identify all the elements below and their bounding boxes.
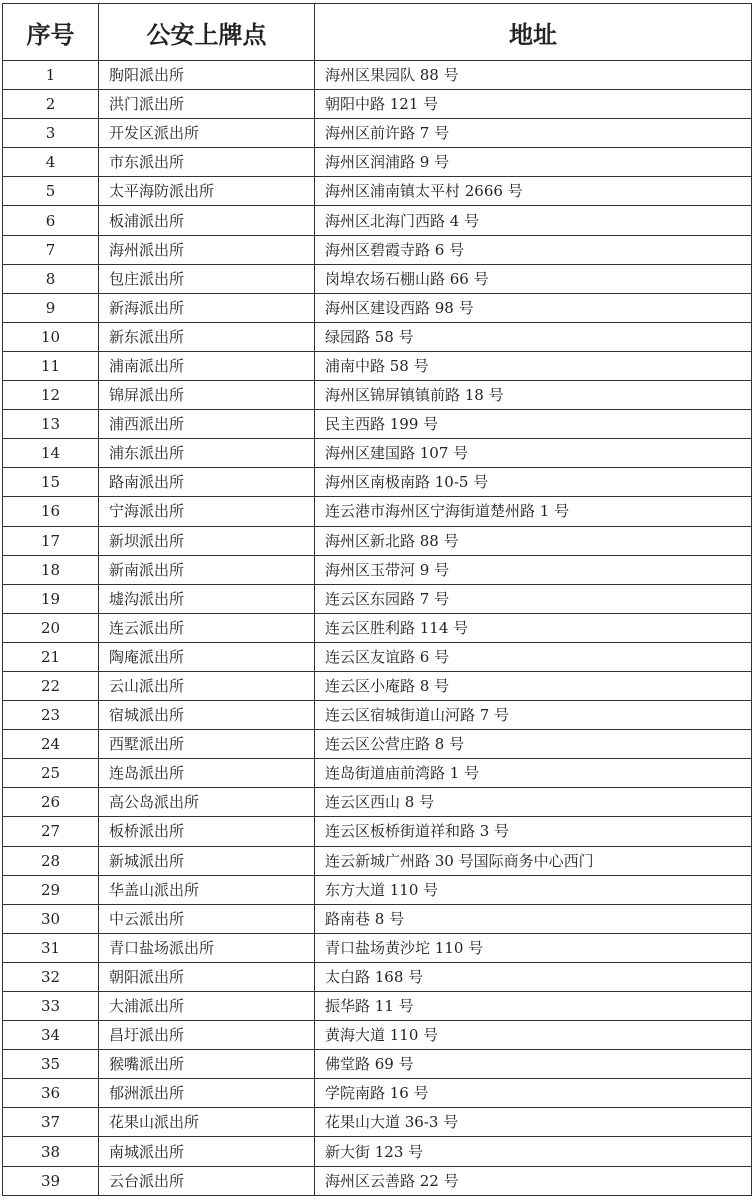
station-name: 云山派出所 <box>99 671 315 700</box>
station-name: 朐阳派出所 <box>99 61 315 90</box>
table-row <box>3 1108 752 1137</box>
table-row <box>3 1050 752 1079</box>
station-address: 海州区云善路 22 号 <box>315 1166 752 1195</box>
row-index: 19 <box>3 584 99 613</box>
row-index: 27 <box>3 817 99 846</box>
row-index: 16 <box>3 497 99 526</box>
station-address: 连云区西山 8 号 <box>315 788 752 817</box>
station-name: 华盖山派出所 <box>99 875 315 904</box>
station-name: 陶庵派出所 <box>99 642 315 671</box>
station-name: 洪门派出所 <box>99 90 315 119</box>
row-index: 37 <box>3 1108 99 1137</box>
table-row <box>3 846 752 875</box>
table-row <box>3 206 752 235</box>
row-index: 39 <box>3 1166 99 1195</box>
station-name: 青口盐场派出所 <box>99 933 315 962</box>
table-row <box>3 1137 752 1166</box>
row-index: 20 <box>3 613 99 642</box>
row-index: 29 <box>3 875 99 904</box>
station-address: 浦南中路 58 号 <box>315 351 752 380</box>
table-row <box>3 526 752 555</box>
station-name: 大浦派出所 <box>99 992 315 1021</box>
table-row <box>3 1021 752 1050</box>
station-name: 墟沟派出所 <box>99 584 315 613</box>
row-index: 17 <box>3 526 99 555</box>
row-index: 8 <box>3 264 99 293</box>
station-address: 花果山大道 36-3 号 <box>315 1108 752 1137</box>
station-name: 连岛派出所 <box>99 759 315 788</box>
row-index: 12 <box>3 381 99 410</box>
table-row <box>3 584 752 613</box>
row-index: 7 <box>3 235 99 264</box>
station-address: 岗埠农场石棚山路 66 号 <box>315 264 752 293</box>
station-name: 宿城派出所 <box>99 701 315 730</box>
station-name: 新海派出所 <box>99 293 315 322</box>
station-address: 连云新城广州路 30 号国际商务中心西门 <box>315 846 752 875</box>
station-name: 高公岛派出所 <box>99 788 315 817</box>
station-address: 连云区友谊路 6 号 <box>315 642 752 671</box>
table-row <box>3 933 752 962</box>
station-address: 海州区北海门西路 4 号 <box>315 206 752 235</box>
station-name: 南城派出所 <box>99 1137 315 1166</box>
station-address: 海州区玉带河 9 号 <box>315 555 752 584</box>
station-name: 花果山派出所 <box>99 1108 315 1137</box>
row-index: 1 <box>3 61 99 90</box>
station-address: 路南巷 8 号 <box>315 904 752 933</box>
row-index: 2 <box>3 90 99 119</box>
row-index: 13 <box>3 410 99 439</box>
row-index: 26 <box>3 788 99 817</box>
row-index: 21 <box>3 642 99 671</box>
station-address: 连云区公营庄路 8 号 <box>315 730 752 759</box>
station-address: 海州区建设西路 98 号 <box>315 293 752 322</box>
station-name: 西墅派出所 <box>99 730 315 759</box>
table-row <box>3 148 752 177</box>
station-name: 开发区派出所 <box>99 119 315 148</box>
table-row <box>3 410 752 439</box>
station-address: 新大街 123 号 <box>315 1137 752 1166</box>
station-name: 浦东派出所 <box>99 439 315 468</box>
station-name: 海州派出所 <box>99 235 315 264</box>
station-name: 郁洲派出所 <box>99 1079 315 1108</box>
station-name: 新南派出所 <box>99 555 315 584</box>
table-row <box>3 235 752 264</box>
station-name: 新东派出所 <box>99 322 315 351</box>
station-address: 连云区小庵路 8 号 <box>315 671 752 700</box>
table-row <box>3 293 752 322</box>
table-row <box>3 962 752 991</box>
table-row <box>3 119 752 148</box>
row-index: 28 <box>3 846 99 875</box>
table-row <box>3 90 752 119</box>
table-row <box>3 875 752 904</box>
table-row <box>3 264 752 293</box>
row-index: 14 <box>3 439 99 468</box>
police-registration-table <box>2 3 752 1196</box>
table-row <box>3 177 752 206</box>
row-index: 38 <box>3 1137 99 1166</box>
header-index: 序号 <box>3 4 99 61</box>
station-address: 连云区板桥街道祥和路 3 号 <box>315 817 752 846</box>
row-index: 25 <box>3 759 99 788</box>
station-address: 青口盐场黄沙坨 110 号 <box>315 933 752 962</box>
station-address: 民主西路 199 号 <box>315 410 752 439</box>
table-row <box>3 759 752 788</box>
station-name: 市东派出所 <box>99 148 315 177</box>
station-name: 板桥派出所 <box>99 817 315 846</box>
station-name: 锦屏派出所 <box>99 381 315 410</box>
station-name: 连云派出所 <box>99 613 315 642</box>
row-index: 23 <box>3 701 99 730</box>
table-row <box>3 730 752 759</box>
table-row <box>3 439 752 468</box>
row-index: 35 <box>3 1050 99 1079</box>
row-index: 3 <box>3 119 99 148</box>
station-name: 太平海防派出所 <box>99 177 315 206</box>
station-address: 海州区碧霞寺路 6 号 <box>315 235 752 264</box>
station-address: 黄海大道 110 号 <box>315 1021 752 1050</box>
row-index: 31 <box>3 933 99 962</box>
station-name: 浦南派出所 <box>99 351 315 380</box>
row-index: 22 <box>3 671 99 700</box>
station-name: 中云派出所 <box>99 904 315 933</box>
header-row <box>3 4 752 61</box>
station-address: 连云区胜利路 114 号 <box>315 613 752 642</box>
row-index: 24 <box>3 730 99 759</box>
station-address: 连云区宿城街道山河路 7 号 <box>315 701 752 730</box>
table-row <box>3 555 752 584</box>
station-address: 学院南路 16 号 <box>315 1079 752 1108</box>
station-address: 海州区润浦路 9 号 <box>315 148 752 177</box>
document-page <box>2 3 751 1196</box>
station-address: 振华路 11 号 <box>315 992 752 1021</box>
row-index: 30 <box>3 904 99 933</box>
station-address: 佛堂路 69 号 <box>315 1050 752 1079</box>
table-row <box>3 701 752 730</box>
table-row <box>3 61 752 90</box>
station-address: 绿园路 58 号 <box>315 322 752 351</box>
table-row <box>3 788 752 817</box>
station-name: 板浦派出所 <box>99 206 315 235</box>
table-row <box>3 322 752 351</box>
row-index: 9 <box>3 293 99 322</box>
row-index: 18 <box>3 555 99 584</box>
header-station: 公安上牌点 <box>99 4 315 61</box>
row-index: 11 <box>3 351 99 380</box>
row-index: 6 <box>3 206 99 235</box>
table-row <box>3 817 752 846</box>
station-address: 东方大道 110 号 <box>315 875 752 904</box>
station-address: 太白路 168 号 <box>315 962 752 991</box>
table-row <box>3 351 752 380</box>
station-address: 海州区建国路 107 号 <box>315 439 752 468</box>
table-row <box>3 468 752 497</box>
station-name: 朝阳派出所 <box>99 962 315 991</box>
table-row <box>3 671 752 700</box>
table-row <box>3 904 752 933</box>
row-index: 34 <box>3 1021 99 1050</box>
row-index: 5 <box>3 177 99 206</box>
row-index: 32 <box>3 962 99 991</box>
table-row <box>3 642 752 671</box>
station-address: 海州区果园队 88 号 <box>315 61 752 90</box>
table-row <box>3 381 752 410</box>
row-index: 10 <box>3 322 99 351</box>
table-row <box>3 1079 752 1108</box>
station-address: 连云港市海州区宁海街道楚州路 1 号 <box>315 497 752 526</box>
table-row <box>3 1166 752 1195</box>
row-index: 4 <box>3 148 99 177</box>
table-row <box>3 497 752 526</box>
header-address: 地址 <box>315 4 752 61</box>
row-index: 36 <box>3 1079 99 1108</box>
row-index: 15 <box>3 468 99 497</box>
station-address: 海州区浦南镇太平村 2666 号 <box>315 177 752 206</box>
station-name: 包庄派出所 <box>99 264 315 293</box>
station-address: 海州区南极南路 10-5 号 <box>315 468 752 497</box>
station-name: 新城派出所 <box>99 846 315 875</box>
station-address: 连岛街道庙前湾路 1 号 <box>315 759 752 788</box>
station-name: 浦西派出所 <box>99 410 315 439</box>
station-address: 海州区新北路 88 号 <box>315 526 752 555</box>
station-name: 宁海派出所 <box>99 497 315 526</box>
station-name: 昌圩派出所 <box>99 1021 315 1050</box>
station-address: 朝阳中路 121 号 <box>315 90 752 119</box>
station-name: 猴嘴派出所 <box>99 1050 315 1079</box>
station-name: 新坝派出所 <box>99 526 315 555</box>
station-address: 连云区东园路 7 号 <box>315 584 752 613</box>
station-name: 路南派出所 <box>99 468 315 497</box>
station-address: 海州区前许路 7 号 <box>315 119 752 148</box>
station-address: 海州区锦屏镇镇前路 18 号 <box>315 381 752 410</box>
table-body <box>3 61 752 1196</box>
table-row <box>3 613 752 642</box>
station-name: 云台派出所 <box>99 1166 315 1195</box>
row-index: 33 <box>3 992 99 1021</box>
table-row <box>3 992 752 1021</box>
